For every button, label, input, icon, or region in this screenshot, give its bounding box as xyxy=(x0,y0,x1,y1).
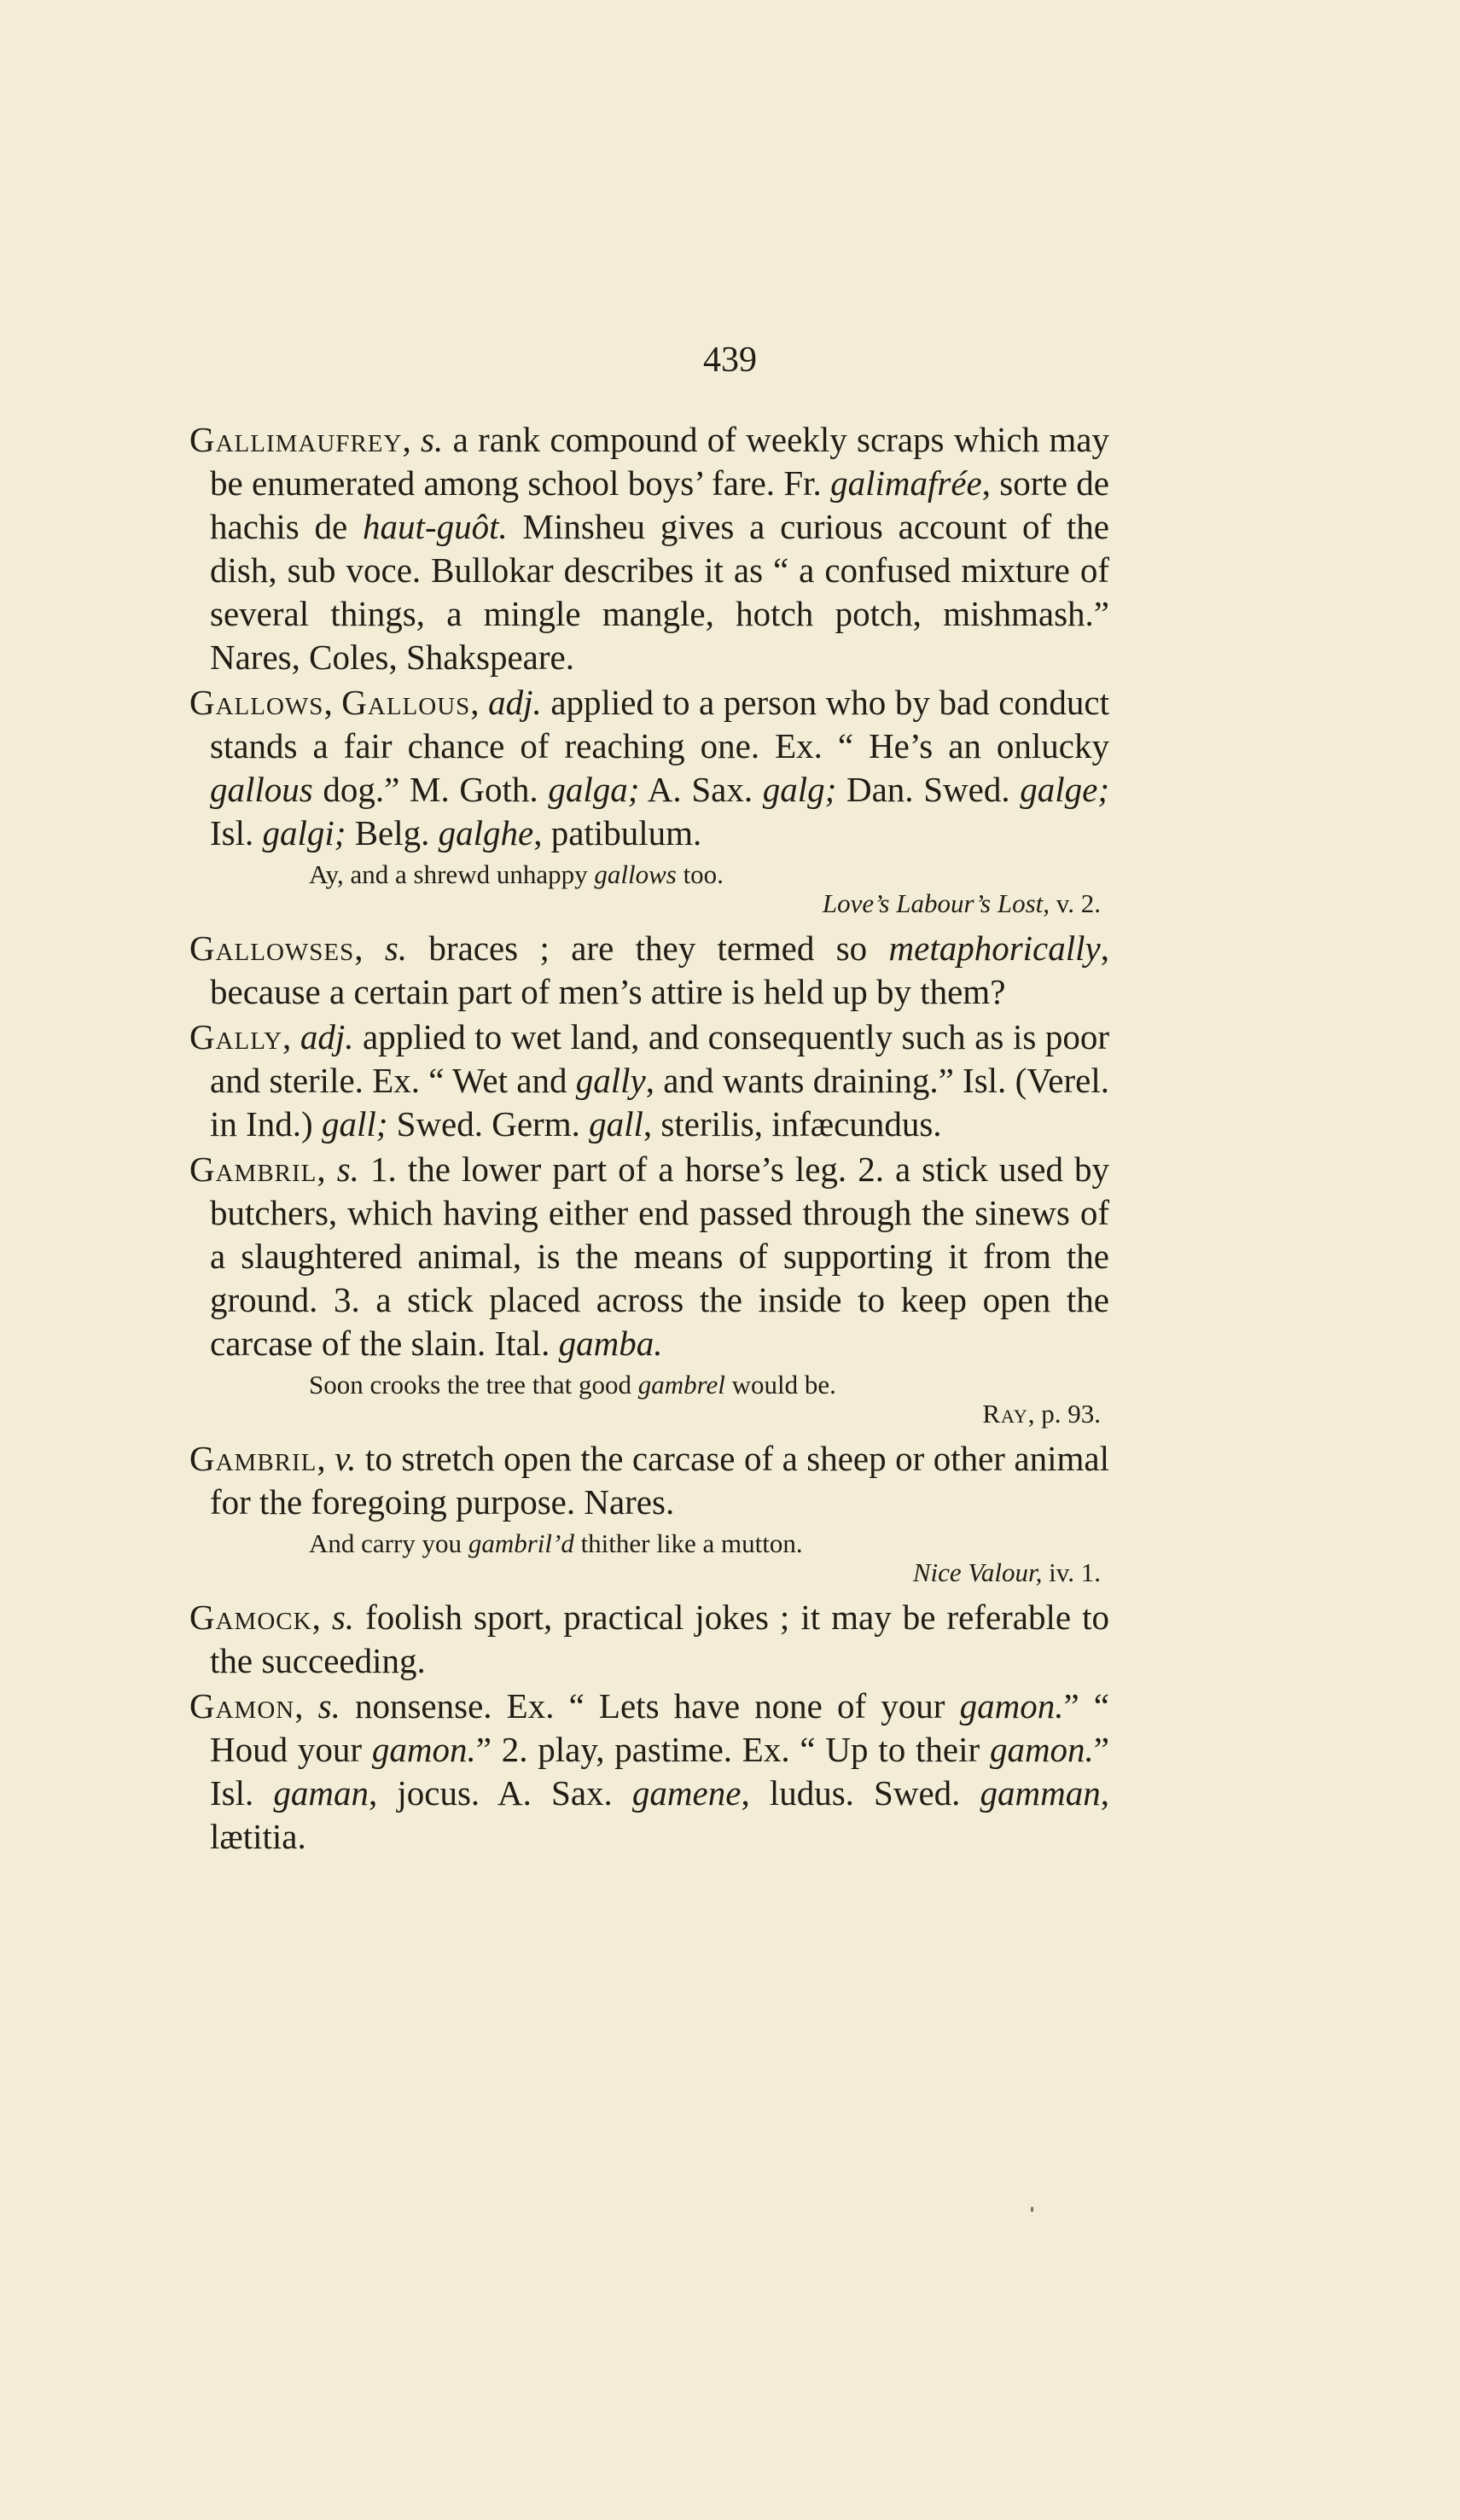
quote-verse xyxy=(189,860,1109,889)
headword: Gallowses xyxy=(189,928,355,968)
entry-text: , xyxy=(323,683,342,722)
etymon: gamba. xyxy=(558,1324,663,1363)
example-word: gallous xyxy=(210,770,313,809)
entry-text: , xyxy=(282,1017,300,1056)
etymon: galgi; xyxy=(262,813,346,853)
quote-source xyxy=(189,1558,1109,1587)
entry-gambril-verb xyxy=(189,1437,1109,1524)
part-of-speech: adj. xyxy=(300,1017,354,1056)
headword-variant: Gallous xyxy=(341,683,471,722)
etymon: galg; xyxy=(762,770,837,809)
entry-text: , xyxy=(470,683,489,722)
entry-text: , sorte de hachis de xyxy=(210,463,1109,546)
entry-text: Belg. xyxy=(346,813,439,853)
entry-text: , sterilis, infæcundus. xyxy=(643,1104,942,1144)
entry-text: , patibulum. xyxy=(533,813,702,853)
source-ref: v. 2. xyxy=(1050,888,1101,918)
entry-text: Isl. xyxy=(210,813,263,853)
entry-text: , xyxy=(402,420,422,459)
example-word: gamon. xyxy=(371,1730,476,1769)
quote-italic: gambril’d xyxy=(468,1528,574,1558)
headword: Gallows xyxy=(189,683,324,722)
quote-text: And carry you xyxy=(309,1528,468,1558)
example-word: gamon. xyxy=(989,1730,1094,1769)
entry-text: ” Isl. xyxy=(210,1730,1109,1813)
source-ref: iv. 1. xyxy=(1042,1557,1101,1587)
entry-text: a rank compound of weekly scraps which may be enumerated among school boys’ fare. Fr. xyxy=(210,420,1110,503)
entry-text: , lætitia. xyxy=(210,1773,1109,1856)
quote-text: Soon crooks the tree that good xyxy=(309,1370,638,1400)
entry-gamon xyxy=(189,1685,1109,1859)
source-ref: , p. 93. xyxy=(1027,1399,1101,1429)
quote-source xyxy=(189,889,1109,918)
entry-text: 1. the lower part of a horse’s leg. 2. a stick used by butchers, which having either end passed through the sinews of a slaughtered animal, is the means of supporting it from the ground. 3. a stick placed across the inside to keep open the carcase of the slain. Ital. xyxy=(210,1149,1110,1363)
entry-text: , xyxy=(317,1149,337,1189)
etymon: galge; xyxy=(1020,770,1109,809)
citation-quote xyxy=(189,1529,1109,1587)
entry-text: applied to wet land, and consequently such as is poor and sterile. Ex. “ Wet and xyxy=(210,1017,1109,1100)
quote-text: would be. xyxy=(724,1370,836,1400)
entry-text: applied to a person who by bad conduct stands a fair chance of reaching one. Ex. “ He’s an onlucky xyxy=(210,683,1110,765)
part-of-speech: adj. xyxy=(488,683,542,722)
headword: Gamock xyxy=(189,1598,312,1637)
part-of-speech: s. xyxy=(317,1686,340,1726)
entry-text: , and wants draining.” Isl. (Verel. in Ind.) xyxy=(210,1061,1109,1144)
part-of-speech: s. xyxy=(331,1598,355,1637)
entry-text: nonsense. Ex. “ Lets have none of your xyxy=(340,1686,960,1726)
italic-term: haut-guôt. xyxy=(363,507,508,546)
entry-text: , xyxy=(354,928,385,968)
headword: Gambril xyxy=(189,1439,317,1478)
ink-speck xyxy=(1031,2207,1033,2212)
example-word: gally xyxy=(575,1061,646,1100)
quote-italic: gallows xyxy=(594,859,677,889)
entry-gallows xyxy=(189,681,1109,855)
headword: Gally xyxy=(189,1017,283,1056)
entry-text: A. Sax. xyxy=(639,770,763,809)
entry-text: , xyxy=(317,1439,335,1478)
etymon: gall xyxy=(589,1104,643,1144)
entry-text: Swed. Germ. xyxy=(387,1104,590,1144)
entry-text: Dan. Swed. xyxy=(836,770,1021,809)
source-title: Love’s Labour’s Lost, xyxy=(822,888,1050,918)
etymon: galimafrée xyxy=(830,463,982,503)
source-author: Ray xyxy=(982,1399,1028,1429)
quote-verse xyxy=(189,1529,1109,1558)
entry-text: ” “ Houd your xyxy=(210,1686,1109,1769)
quote-italic: gambrel xyxy=(637,1370,725,1400)
headword: Gallimaufrey xyxy=(189,420,403,459)
entry-gambril-noun xyxy=(189,1148,1109,1365)
part-of-speech: s. xyxy=(421,420,444,459)
part-of-speech: v. xyxy=(334,1439,357,1478)
entry-text: Minsheu gives a curious account of the dish, sub voce. Bullokar describes it as “ a confused mixture of several things, a mingle mangle, hotch potch, mishmash.” Nares, Coles, Shakspeare. xyxy=(210,507,1109,677)
entry-gallimaufrey xyxy=(189,418,1109,679)
quote-text: Ay, and a shrewd unhappy xyxy=(309,859,595,889)
entry-text: dog.” M. Goth. xyxy=(312,770,549,809)
entry-text: foolish sport, practical jokes ; it may be referable to the succeeding. xyxy=(210,1598,1110,1680)
entry-gallowses xyxy=(189,927,1109,1014)
headword: Gambril xyxy=(189,1149,317,1189)
citation-quote xyxy=(189,1371,1109,1429)
page-number: 439 xyxy=(703,340,757,380)
entry-text: , xyxy=(294,1686,318,1726)
entry-gally xyxy=(189,1016,1109,1146)
entry-text: , because a certain part of men’s attire is held up by them? xyxy=(210,928,1109,1011)
headword: Gamon xyxy=(189,1686,295,1726)
quote-text: too. xyxy=(676,859,724,889)
entry-text: to stretch open the carcase of a sheep or other animal for the foregoing purpose. Nares. xyxy=(210,1439,1110,1522)
part-of-speech: s. xyxy=(384,928,408,968)
quote-text: thither like a mutton. xyxy=(573,1528,803,1558)
etymon: gamene xyxy=(631,1773,742,1813)
entry-text: ” 2. play, pastime. Ex. “ Up to their xyxy=(475,1730,990,1769)
quote-source xyxy=(189,1400,1109,1429)
source-title: Nice Valour, xyxy=(912,1557,1043,1587)
example-word: gamon. xyxy=(959,1686,1064,1726)
entries-column xyxy=(189,418,1109,1860)
etymon: gamman xyxy=(980,1773,1101,1813)
etymon: gall; xyxy=(321,1104,388,1144)
entry-text: , xyxy=(311,1598,332,1637)
italic-term: metaphorically xyxy=(888,928,1101,968)
entry-text: , ludus. Swed. xyxy=(741,1773,980,1813)
entry-gamock xyxy=(189,1596,1109,1683)
citation-quote xyxy=(189,860,1109,918)
etymon: galghe xyxy=(438,813,534,853)
quote-verse xyxy=(189,1371,1109,1400)
etymon: galga; xyxy=(548,770,640,809)
etymon: gaman xyxy=(273,1773,369,1813)
part-of-speech: s. xyxy=(336,1149,359,1189)
entry-text: , jocus. A. Sax. xyxy=(369,1773,632,1813)
entry-text: braces ; are they termed so xyxy=(407,928,889,968)
